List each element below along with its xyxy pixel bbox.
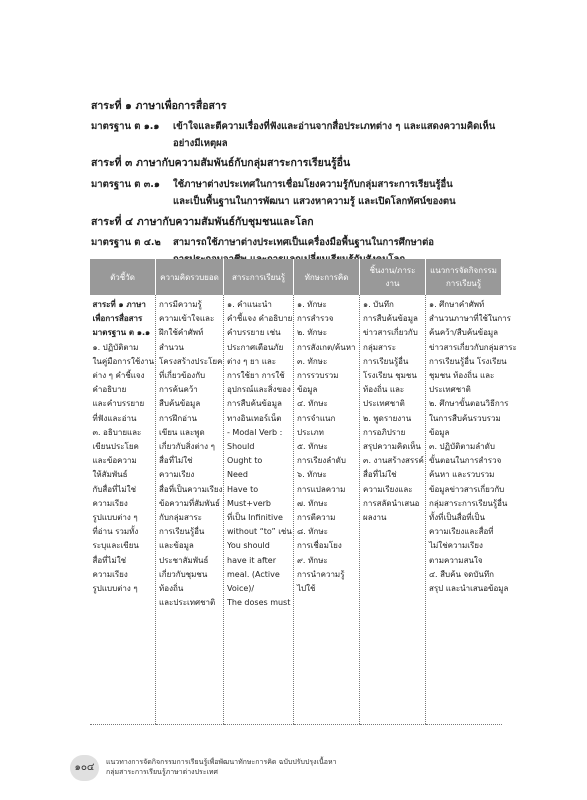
cell-line: การสืบค้นข้อมูล	[363, 314, 418, 324]
cell-line: กลุ่มสาระ	[363, 342, 396, 352]
cell-line: การนำความรู้	[297, 569, 345, 579]
cell-line: ๕. ทักษะ	[297, 442, 328, 452]
header-content: สาระการเรียนรู้	[224, 259, 294, 295]
cell-line: เพื่อการสื่อสาร	[92, 314, 143, 324]
standard-text-line: สามารถใช้ภาษาต่างประเทศเป็นเครื่องมือพื้นฐานในการศึกษาต่อ	[173, 237, 434, 248]
cell-line: ประกาศเตือนภัย	[227, 342, 284, 352]
cell-line: มาตรฐาน ต ๑.๑	[92, 328, 151, 338]
cell-line: สรุปความคิดเห็น	[363, 442, 421, 452]
cell-line: การตีความ	[297, 513, 336, 523]
cell-line: ความเรียง	[92, 569, 128, 579]
cell-line: ๑. ทักษะ	[297, 300, 327, 309]
cell-concept	[156, 295, 224, 725]
standard-label: มาตรฐาน ต ๓.๑	[91, 179, 160, 190]
cell-line: ๑. คำแนะนำ	[227, 300, 272, 309]
cell-line: คำบรรยาย เช่น	[227, 328, 281, 338]
cell-line: ๗. ทักษะ	[297, 498, 328, 508]
cell-line: การเชื่อมโยง	[297, 541, 342, 551]
cell-line: ความเรียงและ	[363, 484, 413, 494]
cell-line: ผลงาน	[363, 513, 387, 523]
cell-line: การรวบรวม	[297, 371, 339, 381]
cell-line: เขียนประโยค	[92, 442, 139, 452]
cell-line: ๔. ทักษะ	[297, 399, 328, 409]
cell-line: และคำบรรยาย	[92, 399, 145, 409]
cell-line: กับกลุ่มสาระ	[159, 513, 202, 523]
cell-line: Need	[227, 470, 248, 480]
standard-text-line: และเป็นพื้นฐานในการพัฒนา แสวงหาความรู้ และเปิดโลกทัศน์ของตน	[173, 196, 456, 207]
cell-line: ค้นคว้า/สืบค้นข้อมูล	[429, 328, 499, 338]
cell-line: สำนวนภาษาที่ใช้ในการ	[429, 314, 511, 324]
cell-line: ประเภท	[297, 427, 324, 437]
cell-line: You should	[227, 541, 270, 551]
cell-line: have it after	[227, 555, 276, 565]
cell-line: สื่อที่เป็นความเรียง	[159, 484, 223, 494]
cell-line: ท้องถิ่น และ	[363, 385, 405, 395]
standard-label: มาตรฐาน ต ๑.๑	[91, 121, 160, 132]
cell-line: กลุ่มสาระการเรียนรู้อื่น	[429, 498, 508, 508]
cell-line: การสืบค้นข้อมูล	[227, 399, 282, 409]
cell-line: การสลัดนำเสนอ	[363, 498, 420, 508]
cell-line: การเรียนรู้อื่น	[159, 527, 205, 537]
cell-line: ๑. ปฏิบัติตาม	[92, 342, 139, 352]
cell-line: ต่าง ๆ ยา และ	[227, 356, 277, 366]
cell-line: การเรียนรู้อื่น โรงเรียน	[429, 356, 507, 366]
cell-line: ๑. บันทึก	[363, 300, 394, 309]
cell-line: สื่อที่ไม่ใช่	[363, 470, 397, 480]
cell-line: ประชาสัมพันธ์	[159, 555, 209, 565]
cell-indicator	[90, 295, 156, 725]
cell-line: คำชี้แจง คำอธิบาย	[227, 314, 293, 324]
cell-line: ๖. ทักษะ	[297, 470, 327, 480]
cell-line: ข้อมูล	[429, 427, 450, 437]
cell-line: ระบุและเขียน	[92, 541, 139, 551]
cell-line: การค้นคว้า	[159, 385, 198, 395]
cell-line: กับสื่อที่ไม่ใช่	[92, 484, 137, 494]
cell-line: ชุมชน ท้องถิ่น และ	[429, 371, 495, 381]
standard-3-1	[91, 176, 511, 210]
cell-line: ที่ฟังและอ่าน	[92, 413, 137, 423]
cell-line: ที่อ่าน รวมทั้ง	[92, 527, 139, 537]
cell-line: ทางอินเทอร์เน็ต	[227, 413, 282, 423]
cell-line: ต่าง ๆ คำชี้แจง	[92, 371, 145, 381]
cell-line: ที่เกี่ยวข้องกับ	[159, 371, 206, 381]
cell-line: ที่เป็น Infinitive	[227, 513, 283, 523]
header-indicator: ตัวชี้วัด	[90, 259, 156, 295]
cell-line: เกี่ยวกับชุมชน	[159, 569, 208, 579]
cell-line: ไม่ใช่ความเรียง	[429, 541, 483, 551]
cell-line: สื่อที่ไม่ใช่	[159, 456, 193, 466]
cell-line: ข้อมูล	[297, 385, 318, 395]
cell-thinking-skills	[294, 295, 360, 725]
cell-line: ๓. งานสร้างสรรค์	[363, 456, 424, 466]
cell-line: ข่าวสารเกี่ยวกับกลุ่มสาระ	[429, 342, 517, 352]
cell-line: สรุป และนำเสนอข้อมูล	[429, 584, 509, 594]
cell-line: ในคู่มือการใช้งาน	[92, 356, 155, 366]
cell-line: Should	[227, 442, 255, 452]
cell-line: โครงสร้างประโยค	[159, 356, 223, 366]
cell-work-tasks	[360, 295, 426, 725]
footer	[106, 757, 337, 777]
strand-1-heading: สาระที่ ๑ ภาษาเพื่อการสื่อสาร	[91, 100, 227, 112]
cell-line: ๒. ศึกษาขั้นตอนวิธีการ	[429, 399, 509, 409]
header-concept: ความคิดรวบยอด	[156, 259, 224, 295]
cell-line: การฝึกอ่าน	[159, 413, 197, 423]
cell-line: - Modal Verb :	[227, 427, 283, 437]
header-thinking-skills: ทักษะการคิด	[294, 259, 360, 295]
cell-line: คำอธิบาย	[92, 385, 127, 395]
cell-line: Have to	[227, 484, 259, 494]
cell-line: สาระที่ ๑ ภาษา	[92, 300, 146, 309]
cell-line: การอภิปราย	[363, 427, 406, 437]
cell-line: ข้อความที่สัมพันธ์	[159, 498, 220, 508]
cell-line: without “to” เช่น	[227, 527, 292, 537]
cell-line: ขั้นตอนในการสำรวจ	[429, 456, 502, 466]
cell-line: การใช้ยา การใช้	[227, 371, 285, 381]
cell-line: รูปแบบต่าง ๆ	[92, 513, 138, 523]
cell-line: ๔. สืบค้น จดบันทึก	[429, 569, 495, 579]
cell-line: สื่อที่ไม่ใช่	[92, 555, 127, 565]
cell-activities	[426, 295, 517, 725]
cell-line: การแปลความ	[297, 484, 346, 494]
cell-line: ตามความสนใจ	[429, 555, 483, 565]
cell-line: การสำรวจ	[297, 314, 334, 324]
learning-plan-table	[89, 259, 517, 725]
cell-line: ข่าวสารเกี่ยวกับ	[363, 328, 418, 338]
cell-line: ในการสืบค้นรวบรวม	[429, 413, 501, 423]
cell-line: เกี่ยวกับสิ่งต่าง ๆ	[159, 442, 215, 452]
cell-line: ข้อมูลข่าวสารเกี่ยวกับ	[429, 484, 505, 494]
cell-line: การจำแนก	[297, 413, 336, 423]
cell-line: The doses must	[227, 598, 291, 608]
cell-line: โรงเรียน ชุมชน	[363, 371, 417, 381]
cell-line: ๘. ทักษะ	[297, 527, 328, 537]
standard-1-1	[91, 118, 511, 152]
cell-line: และประเทศชาติ	[159, 598, 216, 608]
cell-line: ๒. ทักษะ	[297, 328, 328, 338]
cell-line: ประเทศชาติ	[429, 385, 471, 395]
cell-line: ทั้งที่เป็นสื่อที่เป็น	[429, 513, 485, 523]
cell-line: ประเทศชาติ	[363, 399, 405, 409]
cell-line: ท้องถิ่น	[159, 584, 184, 594]
strand-3-heading: สาระที่ ๓ ภาษากับความสัมพันธ์กับกลุ่มสาระการเรียนรู้อื่น	[91, 157, 351, 169]
standard-text-line: เข้าใจและตีความเรื่องที่ฟังและอ่านจากสื่อประเภทต่าง ๆ และแสดงความคิดเห็น	[173, 121, 496, 132]
cell-line: ๒. พูดรายงาน	[363, 413, 412, 423]
cell-line: ๓. อธิบายและ	[92, 427, 142, 437]
cell-line: รูปแบบต่าง ๆ	[92, 584, 138, 594]
cell-line: ค้นหา และรวบรวม	[429, 470, 495, 480]
cell-line: การมีความรู้	[159, 300, 202, 309]
cell-line: Must+verb	[227, 498, 272, 508]
cell-content	[224, 295, 294, 725]
standard-text-line: ใช้ภาษาต่างประเทศในการเชื่อมโยงความรู้กับกลุ่มสาระการเรียนรู้อื่น	[173, 179, 453, 190]
header-activities: แนวการจัดกิจกรรมการเรียนรู้	[426, 259, 502, 295]
cell-line: ความเรียง	[92, 498, 128, 508]
footer-line: แนวทางการจัดกิจกรรมการเรียนรู้เพื่อพัฒนาทักษะการคิด ฉบับปรับปรุงเนื้อหา	[106, 758, 337, 766]
cell-line: ๓. ปฏิบัติตามลำดับ	[429, 442, 495, 452]
cell-line: ความเรียงและสื่อที่	[429, 527, 494, 537]
cell-line: ความเข้าใจและ	[159, 314, 215, 324]
cell-line: เขียน และพูด	[159, 427, 205, 437]
standard-text-line: อย่างมีเหตุผล	[173, 138, 228, 149]
header-work-tasks: ชิ้นงาน/ภาระงาน	[360, 259, 426, 295]
cell-line: ๑. ศึกษาคำศัพท์	[429, 300, 485, 309]
cell-line: การสังเกต/ค้นหา	[297, 342, 356, 352]
cell-line: และข้อความ	[92, 456, 137, 466]
cell-line: และข้อมูล	[159, 541, 194, 551]
cell-line: ให้สัมพันธ์	[92, 470, 128, 480]
cell-line: อุปกรณ์และสิ่งของ	[227, 385, 291, 395]
footer-line: กลุ่มสาระการเรียนรู้ภาษาต่างประเทศ	[106, 768, 218, 776]
cell-line: meal. (Active	[227, 569, 280, 579]
cell-line: ๓. ทักษะ	[297, 356, 328, 366]
standard-label: มาตรฐาน ต ๔.๒	[91, 237, 161, 248]
cell-line: การเรียนรู้อื่น	[363, 356, 409, 366]
cell-line: ฝึกใช้คำศัพท์	[159, 328, 204, 338]
cell-line: ความเรียง	[159, 470, 195, 480]
cell-line: การเรียงลำดับ	[297, 456, 346, 466]
cell-line: ไปใช้	[297, 584, 316, 594]
page-number: ๑๐๔	[70, 755, 99, 781]
strand-4-heading: สาระที่ ๔ ภาษากับความสัมพันธ์กับชุมชนและโลก	[91, 216, 314, 228]
cell-line: Ought to	[227, 456, 263, 466]
cell-line: สำนวน	[159, 342, 184, 352]
cell-line: Voice)/	[227, 584, 255, 594]
cell-line: ๙. ทักษะ	[297, 555, 328, 565]
cell-line: สืบค้นข้อมูล	[159, 399, 201, 409]
